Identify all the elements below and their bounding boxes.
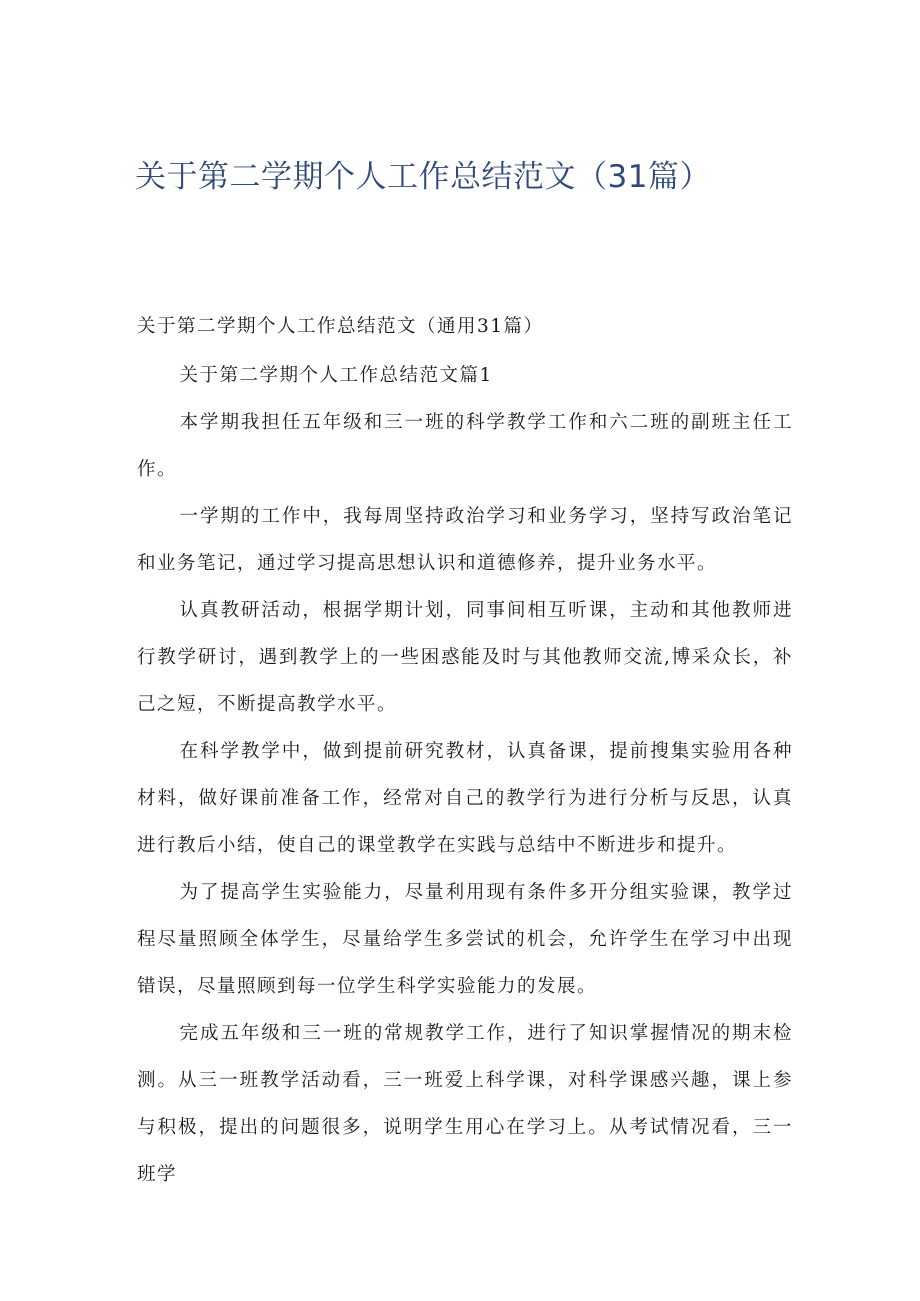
- document-title: 关于第二学期个人工作总结范文（31篇）: [135, 159, 711, 195]
- body-paragraph: 为了提高学生实验能力，尽量利用现有条件多开分组实验课，教学过程尽量照顾全体学生，尽量给学生多尝试的机会，允许学生在学习中出现错误，尽量照顾到每一位学生科学实验能力的发展。: [137, 882, 793, 997]
- document-body: [137, 303, 793, 1198]
- body-paragraph: 认真教研活动，根据学期计划，同事间相互听课，主动和其他教师进行教学研讨，遇到教学上的一些困惑能及时与其他教师交流,博采众长，补己之短，不断提高教学水平。: [137, 600, 793, 715]
- body-paragraph: 完成五年级和三一班的常规教学工作，进行了知识掌握情况的期末检测。从三一班教学活动看，三一班爱上科学课，对科学课感兴趣，课上参与积极，提出的问题很多，说明学生用心在学习上。从考试情况看，三一班学: [137, 1023, 793, 1185]
- document-subtitle: 关于第二学期个人工作总结范文（通用31篇）: [137, 316, 544, 337]
- body-paragraph: 本学期我担任五年级和三一班的科学教学工作和六二班的副班主任工作。: [137, 412, 793, 480]
- body-paragraph: 在科学教学中，做到提前研究教材，认真备课，提前搜集实验用各种材料，做好课前准备工作，经常对自己的教学行为进行分析与反思，认真进行教后小结，使自己的课堂教学在实践与总结中不断进步和提升。: [137, 741, 793, 856]
- body-paragraph: 一学期的工作中，我每周坚持政治学习和业务学习，坚持写政治笔记和业务笔记，通过学习提高思想认识和道德修养，提升业务水平。: [137, 506, 793, 574]
- section-heading: 关于第二学期个人工作总结范文篇1: [179, 365, 493, 386]
